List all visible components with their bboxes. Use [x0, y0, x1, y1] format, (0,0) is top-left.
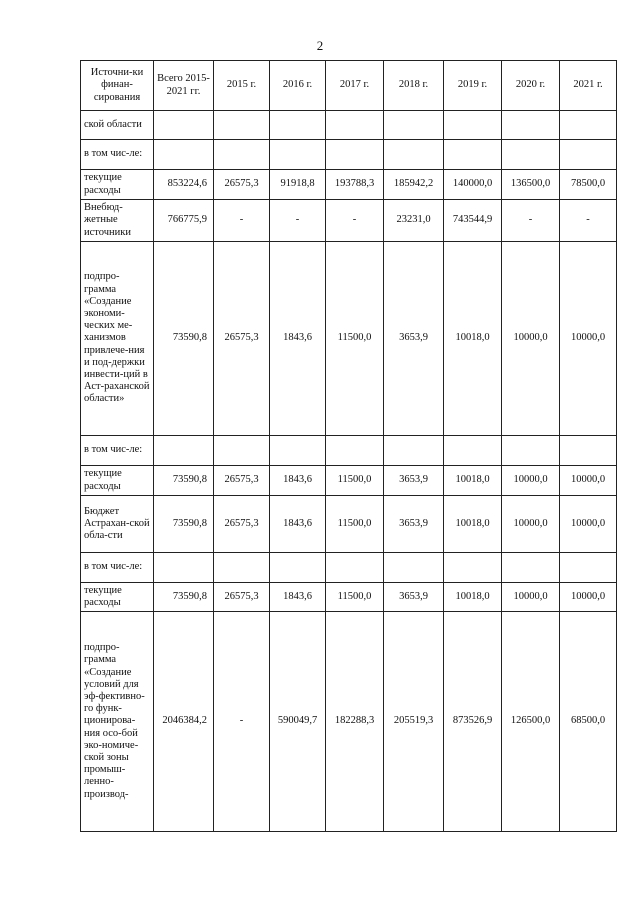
value-cell: 11500,0 — [326, 583, 384, 612]
total-cell: 766775,9 — [154, 200, 214, 242]
value-cell — [384, 111, 444, 140]
value-cell: 743544,9 — [444, 200, 502, 242]
table-row — [81, 436, 617, 466]
table-row — [81, 242, 617, 436]
value-cell — [214, 140, 270, 170]
value-cell: 26575,3 — [214, 170, 270, 200]
source-cell: текущие расходы — [81, 583, 154, 612]
value-cell — [502, 140, 560, 170]
value-cell: 11500,0 — [326, 496, 384, 553]
header-year: 2021 г. — [560, 61, 617, 111]
value-cell: 26575,3 — [214, 496, 270, 553]
value-cell — [560, 553, 617, 583]
value-cell: 26575,3 — [214, 466, 270, 496]
value-cell: 3653,9 — [384, 583, 444, 612]
value-cell: 78500,0 — [560, 170, 617, 200]
value-cell: 10018,0 — [444, 496, 502, 553]
table-row — [81, 140, 617, 170]
value-cell: 91918,8 — [270, 170, 326, 200]
value-cell — [502, 553, 560, 583]
table-row — [81, 200, 617, 242]
table-row — [81, 466, 617, 496]
value-cell: 1843,6 — [270, 496, 326, 553]
value-cell — [560, 111, 617, 140]
value-cell: 1843,6 — [270, 242, 326, 436]
value-cell: - — [214, 200, 270, 242]
total-cell — [154, 140, 214, 170]
financing-table — [80, 60, 617, 832]
value-cell: 11500,0 — [326, 466, 384, 496]
value-cell — [384, 140, 444, 170]
source-cell: в том чис-ле: — [81, 436, 154, 466]
value-cell: 193788,3 — [326, 170, 384, 200]
value-cell: 26575,3 — [214, 242, 270, 436]
value-cell — [444, 553, 502, 583]
value-cell: - — [560, 200, 617, 242]
value-cell — [560, 140, 617, 170]
value-cell — [326, 111, 384, 140]
value-cell: 1843,6 — [270, 466, 326, 496]
value-cell — [326, 140, 384, 170]
source-cell: текущие расходы — [81, 170, 154, 200]
source-cell: подпро-грамма «Создание условий для эф-фективно-го функ-ционирова-ния осо-бой эко-номиче-ской зоны промыш-ленно-производ- — [81, 612, 154, 832]
table-row — [81, 612, 617, 832]
table-row — [81, 583, 617, 612]
total-cell: 73590,8 — [154, 583, 214, 612]
value-cell — [444, 436, 502, 466]
value-cell: 185942,2 — [384, 170, 444, 200]
value-cell: 1843,6 — [270, 583, 326, 612]
value-cell: 10000,0 — [502, 583, 560, 612]
value-cell: 68500,0 — [560, 612, 617, 832]
source-cell: Внебюд-жетные источники — [81, 200, 154, 242]
total-cell — [154, 553, 214, 583]
header-year: 2019 г. — [444, 61, 502, 111]
value-cell: 126500,0 — [502, 612, 560, 832]
value-cell: - — [214, 612, 270, 832]
total-cell: 73590,8 — [154, 242, 214, 436]
value-cell: - — [270, 200, 326, 242]
value-cell: 26575,3 — [214, 583, 270, 612]
table-row — [81, 111, 617, 140]
table-row — [81, 170, 617, 200]
total-cell: 73590,8 — [154, 466, 214, 496]
value-cell: 10000,0 — [502, 496, 560, 553]
value-cell: 10000,0 — [560, 466, 617, 496]
table-row — [81, 553, 617, 583]
value-cell: 3653,9 — [384, 466, 444, 496]
value-cell: - — [326, 200, 384, 242]
value-cell — [560, 436, 617, 466]
header-total: Всего 2015-2021 гг. — [154, 61, 214, 111]
value-cell: 10000,0 — [560, 496, 617, 553]
source-cell: Бюджет Астрахан-ской обла-сти — [81, 496, 154, 553]
value-cell: 3653,9 — [384, 242, 444, 436]
value-cell: 873526,9 — [444, 612, 502, 832]
value-cell: 140000,0 — [444, 170, 502, 200]
value-cell — [326, 553, 384, 583]
source-cell: подпро-грамма «Создание экономи-ческих ме-ханизмов привлече-ния и под-держки инвести-ций в Аст-раханской области» — [81, 242, 154, 436]
value-cell — [270, 140, 326, 170]
header-year: 2020 г. — [502, 61, 560, 111]
total-cell: 2046384,2 — [154, 612, 214, 832]
header-source: Источни-ки финан-сирования — [81, 61, 154, 111]
value-cell — [270, 553, 326, 583]
value-cell: 11500,0 — [326, 242, 384, 436]
value-cell — [214, 436, 270, 466]
page-number: 2 — [316, 38, 324, 53]
value-cell — [326, 436, 384, 466]
value-cell: 10018,0 — [444, 583, 502, 612]
header-year: 2017 г. — [326, 61, 384, 111]
header-year: 2015 г. — [214, 61, 270, 111]
value-cell — [384, 436, 444, 466]
source-cell: ской области — [81, 111, 154, 140]
source-cell: текущие расходы — [81, 466, 154, 496]
source-cell: в том чис-ле: — [81, 140, 154, 170]
value-cell — [214, 553, 270, 583]
value-cell: 10000,0 — [502, 466, 560, 496]
value-cell: 182288,3 — [326, 612, 384, 832]
value-cell — [270, 111, 326, 140]
header-row — [81, 61, 617, 111]
header-year: 2016 г. — [270, 61, 326, 111]
value-cell — [502, 436, 560, 466]
value-cell: 136500,0 — [502, 170, 560, 200]
value-cell: 3653,9 — [384, 496, 444, 553]
value-cell: 10018,0 — [444, 466, 502, 496]
header-year: 2018 г. — [384, 61, 444, 111]
total-cell — [154, 436, 214, 466]
value-cell — [502, 111, 560, 140]
value-cell: 23231,0 — [384, 200, 444, 242]
value-cell: 10000,0 — [502, 242, 560, 436]
value-cell — [444, 140, 502, 170]
value-cell — [214, 111, 270, 140]
value-cell: 10000,0 — [560, 583, 617, 612]
total-cell — [154, 111, 214, 140]
total-cell: 853224,6 — [154, 170, 214, 200]
value-cell: 205519,3 — [384, 612, 444, 832]
value-cell — [444, 111, 502, 140]
value-cell: - — [502, 200, 560, 242]
value-cell: 590049,7 — [270, 612, 326, 832]
total-cell: 73590,8 — [154, 496, 214, 553]
value-cell: 10018,0 — [444, 242, 502, 436]
source-cell: в том чис-ле: — [81, 553, 154, 583]
value-cell — [384, 553, 444, 583]
table-row — [81, 496, 617, 553]
value-cell — [270, 436, 326, 466]
value-cell: 10000,0 — [560, 242, 617, 436]
